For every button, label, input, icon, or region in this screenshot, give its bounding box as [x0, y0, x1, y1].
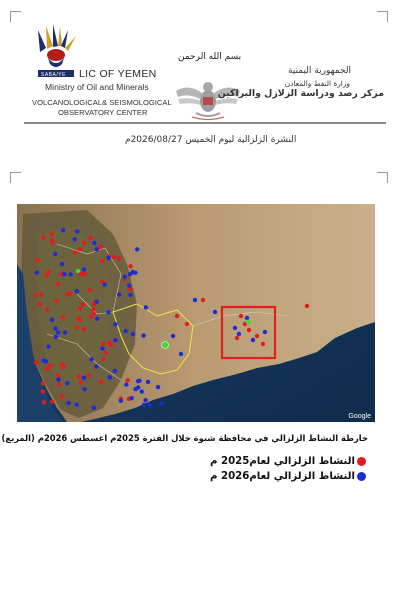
crop-mark-mid-right: [377, 172, 388, 183]
english-title: LIC OF YEMEN: [79, 68, 157, 80]
legend-dot-red-icon: [357, 457, 366, 466]
epicenter-marker: [193, 298, 197, 302]
epicenter-marker: [185, 322, 189, 326]
epicenter-marker: [39, 292, 43, 296]
epicenter-marker: [251, 338, 255, 342]
epicenter-marker: [255, 334, 259, 338]
epicenter-marker: [128, 287, 132, 291]
epicenter-marker: [179, 352, 183, 356]
legend-label: النشاط الزلزالي لعام2025 م: [209, 456, 355, 467]
epicenter-marker: [34, 360, 38, 364]
epicenter-marker: [100, 259, 104, 263]
epicenter-marker: [75, 325, 79, 329]
epicenter-marker: [63, 330, 67, 334]
crop-mark-top-right: [377, 11, 388, 22]
english-center-line2: OBSERVATORY CENTER: [58, 108, 148, 117]
map-caption: خارطة النشاط الزلزالي في محافظة شبوة خلال الفترة 2025م اغسطس 2026م (المربع): [1, 433, 368, 443]
epicenter-marker: [88, 288, 92, 292]
epicenter-marker: [45, 367, 49, 371]
epicenter-marker: [239, 314, 243, 318]
epicenter-marker: [50, 238, 54, 242]
epicenter-marker: [61, 228, 65, 232]
epicenter-marker: [99, 380, 103, 384]
epicenter-marker: [135, 247, 139, 251]
epicenter-marker: [41, 389, 45, 393]
epicenter-marker: [41, 235, 45, 239]
legend-item-2025: [210, 456, 366, 467]
epicenter-marker: [261, 342, 265, 346]
epicenter-marker: [66, 401, 70, 405]
header-divider: [24, 122, 386, 124]
epicenter-marker: [46, 270, 50, 274]
epicenter-marker: [94, 364, 98, 368]
epicenter-marker: [56, 373, 60, 377]
epicenter-marker: [117, 292, 121, 296]
epicenter-marker: [159, 401, 163, 405]
green-marker: [76, 269, 80, 273]
epicenter-marker: [62, 272, 66, 276]
arabic-ministry: وزارة النفط والمعادن: [284, 79, 350, 88]
epicenter-marker: [53, 335, 57, 339]
epicenter-marker: [75, 403, 79, 407]
epicenter-marker: [60, 362, 64, 366]
epicenter-marker: [77, 316, 81, 320]
epicenter-marker: [92, 312, 96, 316]
bulletin-title: النشرة الزلزالية ليوم الخميس 2026/08/27م: [125, 135, 297, 145]
epicenter-marker: [53, 326, 57, 330]
epicenter-marker: [113, 322, 117, 326]
epicenter-marker: [68, 272, 72, 276]
epicenter-marker: [92, 406, 96, 410]
epicenter-marker: [46, 344, 50, 348]
epicenter-marker: [77, 374, 81, 378]
epicenter-marker: [82, 327, 86, 331]
epicenter-marker: [41, 381, 45, 385]
epicenter-marker: [112, 255, 116, 259]
green-marker: [162, 342, 169, 349]
epicenter-marker: [129, 396, 133, 400]
epicenter-marker: [56, 330, 60, 334]
epicenter-marker: [171, 334, 175, 338]
map-attribution: Google: [348, 413, 371, 420]
yemen-emblem: [172, 77, 244, 121]
epicenter-marker: [201, 298, 205, 302]
epicenter-marker: [53, 252, 57, 256]
epicenter-marker: [119, 399, 123, 403]
epicenter-marker: [82, 267, 86, 271]
map-graphic: [17, 204, 375, 422]
epicenter-marker: [82, 241, 86, 245]
epicenter-marker: [49, 232, 53, 236]
basmala: بسم الله الرحمن: [178, 52, 242, 62]
english-center-line1: VOLCANOLOGICAL& SEISMOLOGICAL: [32, 98, 172, 107]
seismic-map: [17, 204, 375, 422]
epicenter-marker: [48, 363, 52, 367]
epicenter-marker: [50, 399, 54, 403]
epicenter-marker: [106, 256, 110, 260]
epicenter-marker: [131, 332, 135, 336]
epicenter-marker: [125, 378, 129, 382]
epicenter-marker: [127, 283, 131, 287]
epicenter-marker: [100, 346, 104, 350]
legend-item-2026: [210, 471, 366, 482]
epicenter-marker: [108, 375, 112, 379]
epicenter-marker: [263, 330, 267, 334]
epicenter-marker: [95, 299, 99, 303]
epicenter-marker: [247, 328, 251, 332]
epicenter-marker: [142, 403, 146, 407]
epicenter-marker: [148, 403, 152, 407]
epicenter-marker: [81, 302, 85, 306]
legend-dot-blue-icon: [357, 472, 366, 481]
epicenter-marker: [144, 305, 148, 309]
english-ministry: Ministry of Oil and Minerals: [45, 82, 149, 92]
epicenter-marker: [123, 329, 127, 333]
legend-label: النشاط الزلزالي لعام2026 م: [209, 471, 355, 482]
epicenter-marker: [128, 264, 132, 268]
epicenter-marker: [41, 358, 45, 362]
epicenter-marker: [38, 302, 42, 306]
epicenter-marker: [175, 314, 179, 318]
epicenter-marker: [56, 377, 60, 381]
epicenter-marker: [78, 306, 82, 310]
crop-mark-mid-left: [10, 172, 21, 183]
epicenter-marker: [133, 271, 137, 275]
epicenter-marker: [156, 385, 160, 389]
epicenter-marker: [78, 380, 82, 384]
epicenter-marker: [245, 316, 249, 320]
epicenter-marker: [106, 310, 110, 314]
epicenter-marker: [35, 270, 39, 274]
epicenter-marker: [128, 293, 132, 297]
epicenter-marker: [34, 293, 38, 297]
epicenter-marker: [305, 304, 309, 308]
epicenter-marker: [237, 332, 241, 336]
green-marker: [246, 320, 251, 325]
epicenter-marker: [73, 237, 77, 241]
epicenter-marker: [123, 275, 127, 279]
epicenter-marker: [80, 272, 84, 276]
epicenter-marker: [45, 307, 49, 311]
epicenter-marker: [87, 373, 91, 377]
epicenter-marker: [141, 333, 145, 337]
epicenter-marker: [82, 387, 86, 391]
epicenter-marker: [95, 317, 99, 321]
logo-text: SABA/YE: [41, 72, 66, 78]
epicenter-marker: [136, 379, 140, 383]
epicenter-marker: [92, 241, 96, 245]
epicenter-marker: [75, 229, 79, 233]
epicenter-marker: [101, 357, 105, 361]
epicenter-marker: [113, 369, 117, 373]
epicenter-marker: [104, 350, 108, 354]
epicenter-marker: [102, 282, 106, 286]
epicenter-marker: [94, 247, 98, 251]
arabic-republic: الجمهورية اليمنية: [287, 66, 351, 76]
epicenter-marker: [91, 307, 95, 311]
epicenter-marker: [88, 236, 92, 240]
saba-logo: [26, 22, 86, 78]
epicenter-marker: [140, 389, 144, 393]
epicenter-marker: [108, 341, 112, 345]
epicenter-marker: [146, 380, 150, 384]
epicenter-marker: [143, 398, 147, 402]
crop-mark-top-left: [10, 11, 21, 22]
epicenter-marker: [136, 385, 140, 389]
epicenter-marker: [117, 257, 121, 261]
epicenter-marker: [65, 381, 69, 385]
epicenter-marker: [42, 400, 46, 404]
epicenter-marker: [57, 382, 61, 386]
epicenter-marker: [35, 258, 39, 262]
epicenter-marker: [75, 289, 79, 293]
epicenter-marker: [50, 318, 54, 322]
epicenter-marker: [73, 250, 77, 254]
epicenter-marker: [124, 382, 128, 386]
epicenter-marker: [113, 338, 117, 342]
epicenter-marker: [54, 299, 58, 303]
epicenter-marker: [59, 394, 63, 398]
epicenter-marker: [61, 315, 65, 319]
arabic-center: مركز رصد ودراسة الزلازل والبراكين: [217, 88, 384, 99]
epicenter-marker: [60, 262, 64, 266]
epicenter-marker: [213, 310, 217, 314]
epicenter-marker: [56, 282, 60, 286]
epicenter-marker: [78, 247, 82, 251]
epicenter-marker: [101, 342, 105, 346]
epicenter-marker: [65, 293, 69, 297]
epicenter-marker: [89, 357, 93, 361]
epicenter-marker: [235, 336, 239, 340]
epicenter-marker: [233, 326, 237, 330]
epicenter-marker: [82, 375, 86, 379]
